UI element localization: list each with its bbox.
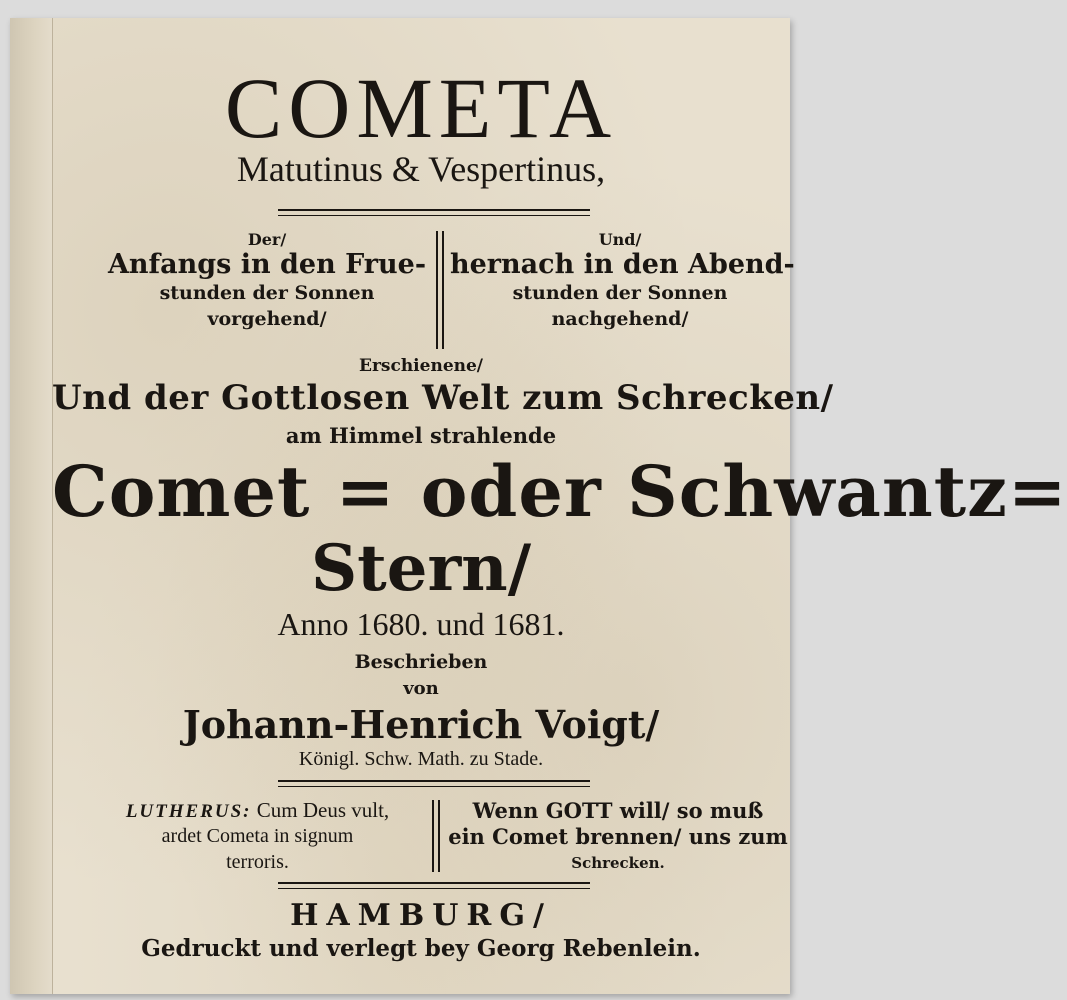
column-divider <box>438 800 440 872</box>
german-quote-line2: ein Comet brennen/ uns zum <box>448 824 788 849</box>
divider-rule <box>278 780 590 782</box>
divider-rule <box>278 786 590 787</box>
quote-attribution: LUTHERUS: <box>125 801 252 822</box>
right-column-line3: nachgehend/ <box>551 308 689 330</box>
column-divider <box>436 231 438 349</box>
divider-rule <box>278 882 590 884</box>
imprint-city: HAMBURG/ <box>290 898 552 933</box>
main-title: COMETA <box>224 60 618 156</box>
german-quote-line1: Wenn GOTT will/ so muß <box>472 798 764 823</box>
right-column-intro: Und/ <box>598 230 642 249</box>
left-column-line2: stunden der Sonnen <box>159 282 375 304</box>
german-quote <box>446 798 790 876</box>
latin-quote-line1: Cum Deus vult, <box>256 798 390 822</box>
author-position: Königl. Schw. Math. zu Stade. <box>298 748 544 770</box>
left-column <box>92 230 442 332</box>
imprint-printer: Gedruckt und verlegt bey Georg Rebenlein. <box>141 935 701 962</box>
divider-rule <box>278 888 590 889</box>
author-name: Johann-Henrich Voigt/ <box>182 702 660 747</box>
binding-spine <box>10 18 53 994</box>
column-divider <box>432 800 434 872</box>
left-column-line1: Anfangs in den Frue- <box>107 249 427 280</box>
right-column-line1: hernach in den Abend- <box>450 249 795 280</box>
von-line: von <box>403 678 439 699</box>
beschrieben-line: Beschrieben <box>354 651 488 673</box>
german-quote-line3: Schrecken. <box>571 854 665 872</box>
stern-heading: Stern/ <box>310 531 532 606</box>
column-divider <box>442 231 444 349</box>
left-column-intro: Der/ <box>247 230 287 249</box>
himmel-line: am Himmel strahlende <box>285 423 557 448</box>
left-column-line3: vorgehend/ <box>207 308 327 330</box>
latin-quote-line3: terroris. <box>226 851 289 873</box>
erschienene-line: Erschienene/ <box>358 356 484 376</box>
latin-quote-line2: ardet Cometa in signum <box>161 825 354 847</box>
subtitle: Matutinus & Vespertinus, <box>236 149 606 189</box>
comet-heading: Comet = oder Schwantz= <box>52 450 1067 533</box>
right-column <box>450 230 795 332</box>
year-line: Anno 1680. und 1681. <box>277 606 565 642</box>
divider-rule <box>278 209 590 211</box>
divider-rule <box>278 215 590 216</box>
title-page <box>10 18 1067 994</box>
latin-quote <box>90 798 425 875</box>
gottlosen-line: Und der Gottlosen Welt zum Schrecken/ <box>52 378 834 418</box>
right-column-line2: stunden der Sonnen <box>512 282 728 304</box>
